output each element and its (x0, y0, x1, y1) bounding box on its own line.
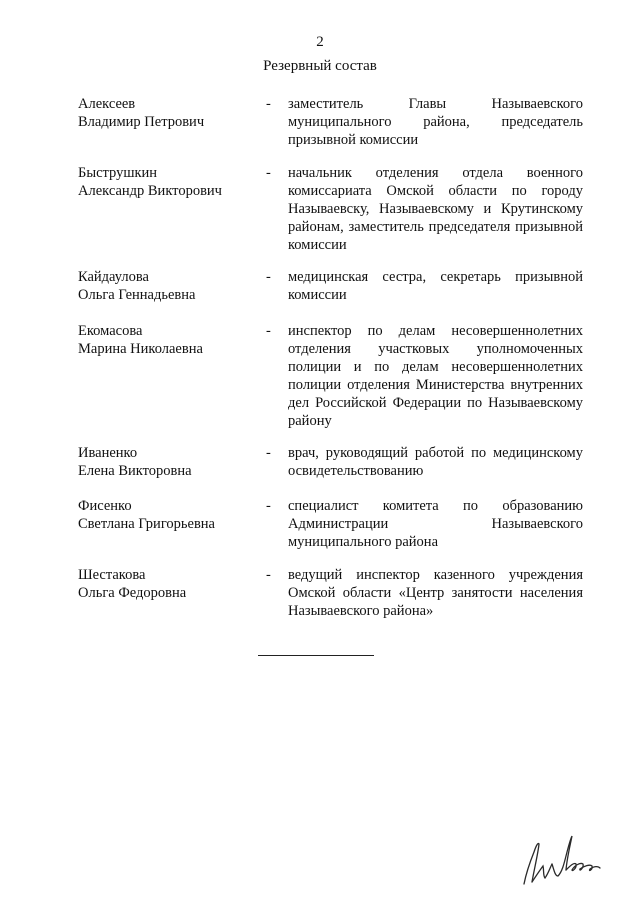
member-name (78, 566, 258, 602)
member-role: медицинская сестра, секретарь призывной комиссии (288, 269, 583, 303)
dash-separator: - (266, 165, 271, 181)
member-given-name: Елена Викторовна (78, 463, 192, 479)
closing-rule (258, 655, 374, 656)
member-role: ведущий инспектор казенного учреждения Омской области «Центр занятости населения Называевского района» (288, 567, 583, 619)
member-given-name: Ольга Федоровна (78, 585, 187, 601)
member-surname: Кайдаулова (78, 269, 149, 285)
member-surname: Быструшкин (78, 165, 158, 181)
member-surname: Иваненко (78, 445, 138, 461)
dash-separator: - (266, 269, 271, 285)
member-given-name: Ольга Геннадьевна (78, 287, 196, 303)
member-name (78, 164, 258, 200)
member-given-name: Александр Викторович (78, 183, 222, 199)
dash-separator: - (266, 445, 271, 461)
page-heading: Резервный состав (263, 58, 377, 74)
member-given-name: Светлана Григорьевна (78, 516, 215, 532)
member-name (78, 444, 258, 480)
member-role: начальник отделения отдела военного комиссариата Омской области по городу Называевску, Называевскому и Крутинскому районам, заместитель председателя призывной комиссии (288, 165, 583, 253)
dash-separator: - (266, 498, 271, 514)
member-name (78, 95, 258, 131)
member-surname: Екомасова (78, 323, 143, 339)
member-surname: Фисенко (78, 498, 132, 514)
member-given-name: Марина Николаевна (78, 341, 203, 357)
member-role: инспектор по делам несовершеннолетних отделения участковых уполномоченных полиции и по делам несовершеннолетних полиции отделения Министерства внутренних дел Российской Федерации по Называевскому району (288, 323, 583, 429)
dash-separator: - (266, 323, 271, 339)
member-role: специалист комитета по образованию Администрации Называевского муниципального района (288, 498, 583, 550)
member-given-name: Владимир Петрович (78, 114, 205, 130)
member-name (78, 322, 258, 358)
member-surname: Шестакова (78, 567, 146, 583)
dash-separator: - (266, 567, 271, 583)
member-role: врач, руководящий работой по медицинскому освидетельствованию (288, 445, 583, 479)
handwritten-signature (512, 826, 608, 890)
member-role: заместитель Главы Называевского муниципального района, председатель призывной комиссии (288, 96, 583, 148)
member-name (78, 497, 258, 533)
member-name (78, 268, 258, 304)
member-surname: Алексеев (78, 96, 136, 112)
dash-separator: - (266, 96, 271, 112)
page-number: 2 (316, 34, 324, 50)
